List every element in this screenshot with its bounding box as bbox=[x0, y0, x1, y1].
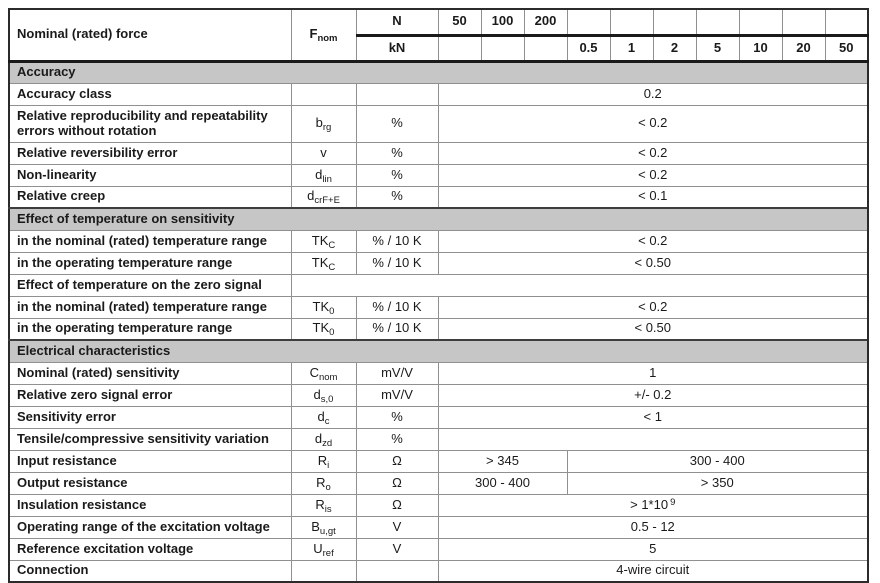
row-value-text: 0.2 bbox=[643, 85, 662, 101]
header-force-value bbox=[653, 9, 696, 35]
row-symbol bbox=[291, 296, 356, 318]
row-symbol-base: TK bbox=[312, 298, 330, 314]
row-symbol-base: R bbox=[315, 496, 325, 512]
row-value-text: 5 bbox=[649, 540, 657, 556]
row-symbol-subscript: zd bbox=[322, 437, 333, 449]
row-symbol bbox=[291, 362, 356, 384]
row-value-text: 1 bbox=[649, 364, 657, 380]
row-label: Tensile/compressive sensitivity variation bbox=[9, 428, 291, 450]
row-label: Connection bbox=[9, 560, 291, 582]
header-unit: N bbox=[356, 9, 438, 35]
row-symbol bbox=[291, 450, 356, 472]
row-value bbox=[567, 450, 868, 472]
row-unit: Ω bbox=[356, 494, 438, 516]
row-unit: % bbox=[356, 164, 438, 186]
row-symbol-subscript: rg bbox=[322, 122, 332, 134]
row-symbol-subscript: lin bbox=[322, 173, 332, 185]
header-unit: kN bbox=[356, 35, 438, 61]
row-symbol-subscript: C bbox=[328, 261, 336, 273]
spec-row bbox=[9, 472, 868, 494]
row-value-exponent: 9 bbox=[670, 496, 676, 508]
row-label: Relative reversibility error bbox=[9, 142, 291, 164]
row-value bbox=[438, 516, 868, 538]
row-label: Accuracy class bbox=[9, 83, 291, 105]
row-value-text: < 0.50 bbox=[634, 254, 671, 270]
row-symbol bbox=[291, 406, 356, 428]
row-value bbox=[438, 428, 868, 450]
row-value-text: 4-wire circuit bbox=[616, 562, 690, 578]
spec-row bbox=[9, 142, 868, 164]
row-label: in the nominal (rated) temperature range bbox=[9, 296, 291, 318]
row-symbol-subscript: 0 bbox=[329, 305, 335, 317]
row-symbol-subscript: ref bbox=[322, 547, 334, 559]
section-row bbox=[9, 340, 868, 362]
row-label: Reference excitation voltage bbox=[9, 538, 291, 560]
header-force-value: 1 bbox=[610, 35, 653, 61]
row-symbol-subscript: o bbox=[325, 481, 331, 493]
row-value bbox=[438, 142, 868, 164]
row-value bbox=[438, 472, 567, 494]
row-label: Nominal (rated) sensitivity bbox=[9, 362, 291, 384]
row-symbol-base: v bbox=[320, 144, 327, 160]
spec-row bbox=[9, 164, 868, 186]
spec-row bbox=[9, 105, 868, 142]
row-unit: % bbox=[356, 186, 438, 208]
row-symbol bbox=[291, 428, 356, 450]
row-value bbox=[567, 472, 868, 494]
row-label: Output resistance bbox=[9, 472, 291, 494]
spec-row bbox=[9, 450, 868, 472]
section-row bbox=[9, 61, 868, 83]
row-symbol bbox=[291, 164, 356, 186]
row-symbol bbox=[291, 538, 356, 560]
header-force-value: 50 bbox=[438, 9, 481, 35]
row-value-text: < 0.1 bbox=[638, 188, 668, 204]
section-header: Effect of temperature on sensitivity bbox=[9, 208, 868, 230]
row-label: Input resistance bbox=[9, 450, 291, 472]
row-value bbox=[438, 164, 868, 186]
row-symbol bbox=[291, 384, 356, 406]
row-label: Operating range of the excitation voltage bbox=[9, 516, 291, 538]
row-value-text: < 0.2 bbox=[638, 144, 668, 160]
row-value bbox=[438, 450, 567, 472]
row-unit: V bbox=[356, 538, 438, 560]
spec-row bbox=[9, 538, 868, 560]
row-unit: mV/V bbox=[356, 384, 438, 406]
row-value-text: < 1 bbox=[643, 408, 662, 424]
row-symbol-subscript: is bbox=[324, 503, 332, 515]
spec-table-body bbox=[9, 61, 868, 582]
row-unit: Ω bbox=[356, 450, 438, 472]
header-symbol-subscript: nom bbox=[317, 33, 338, 45]
row-symbol-base: TK bbox=[311, 232, 329, 248]
row-value-text: 300 - 400 bbox=[689, 452, 745, 468]
header-force-value bbox=[696, 9, 739, 35]
header-force-value bbox=[481, 35, 524, 61]
header-force-value: 2 bbox=[653, 35, 696, 61]
spec-row bbox=[9, 362, 868, 384]
row-value bbox=[438, 105, 868, 142]
header-force-value: 50 bbox=[825, 35, 868, 61]
row-value bbox=[438, 406, 868, 428]
spec-row bbox=[9, 494, 868, 516]
row-value bbox=[438, 384, 868, 406]
subsection-row bbox=[9, 274, 868, 296]
spec-row bbox=[9, 516, 868, 538]
spec-row bbox=[9, 296, 868, 318]
row-symbol-base: TK bbox=[311, 254, 329, 270]
row-label: Relative creep bbox=[9, 186, 291, 208]
header-force-value: 100 bbox=[481, 9, 524, 35]
row-symbol bbox=[291, 142, 356, 164]
row-value-text: > 345 bbox=[486, 452, 519, 468]
row-value bbox=[438, 560, 868, 582]
row-symbol bbox=[291, 186, 356, 208]
row-unit: V bbox=[356, 516, 438, 538]
row-label: Non-linearity bbox=[9, 164, 291, 186]
row-symbol-base: d bbox=[314, 430, 323, 446]
row-unit: % / 10 K bbox=[356, 230, 438, 252]
row-symbol bbox=[291, 318, 356, 340]
header-symbol-base: F bbox=[309, 26, 318, 42]
spec-row bbox=[9, 384, 868, 406]
row-value bbox=[438, 252, 868, 274]
row-value-text: < 0.2 bbox=[638, 298, 668, 314]
row-value-text: > 1*10 bbox=[630, 496, 669, 512]
header-force-value: 0.5 bbox=[567, 35, 610, 61]
row-unit: % bbox=[356, 406, 438, 428]
header-row-0 bbox=[9, 9, 868, 35]
row-symbol bbox=[291, 560, 356, 582]
row-value-text: > 350 bbox=[700, 474, 734, 490]
header-force-value bbox=[739, 9, 782, 35]
row-value bbox=[438, 494, 868, 516]
row-symbol-base: B bbox=[311, 518, 320, 534]
row-symbol-base: b bbox=[315, 115, 323, 131]
row-symbol-subscript: u,gt bbox=[319, 525, 336, 537]
row-unit bbox=[356, 560, 438, 582]
row-value-text: < 0.50 bbox=[634, 320, 671, 336]
row-value-text: 300 - 400 bbox=[475, 474, 530, 490]
header-force-value: 200 bbox=[524, 9, 567, 35]
row-symbol-subscript: C bbox=[328, 239, 336, 251]
row-symbol bbox=[291, 472, 356, 494]
header-force-value bbox=[610, 9, 653, 35]
row-unit: mV/V bbox=[356, 362, 438, 384]
row-symbol-base: U bbox=[313, 540, 323, 556]
header-force-value bbox=[438, 35, 481, 61]
row-symbol-subscript: 0 bbox=[329, 327, 335, 339]
row-symbol bbox=[291, 516, 356, 538]
spec-row bbox=[9, 560, 868, 582]
row-symbol-base: R bbox=[316, 474, 326, 490]
row-unit: % / 10 K bbox=[356, 252, 438, 274]
spec-row bbox=[9, 230, 868, 252]
row-unit bbox=[356, 83, 438, 105]
row-unit: % bbox=[356, 105, 438, 142]
row-symbol-subscript: crF+E bbox=[314, 195, 340, 207]
spec-row bbox=[9, 83, 868, 105]
row-symbol-base: C bbox=[309, 364, 319, 380]
header-symbol bbox=[291, 9, 356, 61]
row-symbol bbox=[291, 494, 356, 516]
row-symbol-base: TK bbox=[312, 320, 330, 336]
row-label: in the operating temperature range bbox=[9, 252, 291, 274]
row-unit: Ω bbox=[356, 472, 438, 494]
header-force-value: 20 bbox=[782, 35, 825, 61]
row-symbol-base: d bbox=[315, 166, 323, 182]
spec-row bbox=[9, 428, 868, 450]
row-unit: % bbox=[356, 142, 438, 164]
row-label: in the nominal (rated) temperature range bbox=[9, 230, 291, 252]
row-value bbox=[438, 362, 868, 384]
subsection-label: Effect of temperature on the zero signal bbox=[9, 274, 291, 296]
section-row bbox=[9, 208, 868, 230]
row-symbol-subscript: i bbox=[327, 459, 330, 471]
row-symbol-base: R bbox=[317, 452, 328, 468]
row-label: Relative reproducibility and repeatability errors without rotation bbox=[9, 105, 291, 142]
section-header: Accuracy bbox=[9, 61, 868, 83]
spec-row bbox=[9, 406, 868, 428]
header-label: Nominal (rated) force bbox=[9, 9, 291, 61]
row-value bbox=[438, 186, 868, 208]
row-symbol-subscript: nom bbox=[318, 371, 338, 383]
row-unit: % / 10 K bbox=[356, 296, 438, 318]
header-force-value bbox=[825, 9, 868, 35]
spec-table-head bbox=[9, 9, 868, 61]
row-symbol-subscript: c bbox=[324, 415, 330, 427]
row-value bbox=[438, 230, 868, 252]
spec-row bbox=[9, 186, 868, 208]
row-label: Relative zero signal error bbox=[9, 384, 291, 406]
row-label: in the operating temperature range bbox=[9, 318, 291, 340]
row-value bbox=[438, 83, 868, 105]
header-force-value: 5 bbox=[696, 35, 739, 61]
row-symbol-base: d bbox=[317, 408, 325, 424]
header-force-value: 10 bbox=[739, 35, 782, 61]
row-unit: % / 10 K bbox=[356, 318, 438, 340]
row-symbol bbox=[291, 252, 356, 274]
row-symbol bbox=[291, 83, 356, 105]
section-header: Electrical characteristics bbox=[9, 340, 868, 362]
row-value-text: < 0.2 bbox=[638, 166, 668, 182]
row-value-text: < 0.2 bbox=[638, 232, 668, 248]
row-value-text: < 0.2 bbox=[638, 115, 668, 131]
row-value bbox=[438, 538, 868, 560]
subsection-spacer bbox=[291, 274, 868, 296]
row-symbol bbox=[291, 105, 356, 142]
row-label: Sensitivity error bbox=[9, 406, 291, 428]
header-force-value bbox=[567, 9, 610, 35]
row-label: Insulation resistance bbox=[9, 494, 291, 516]
row-unit: % bbox=[356, 428, 438, 450]
row-value-text: +/- 0.2 bbox=[634, 386, 672, 402]
row-symbol bbox=[291, 230, 356, 252]
row-symbol-base: d bbox=[313, 386, 321, 402]
spec-row bbox=[9, 252, 868, 274]
row-value bbox=[438, 296, 868, 318]
spec-row bbox=[9, 318, 868, 340]
row-symbol-base: d bbox=[307, 188, 315, 204]
datasheet-page bbox=[8, 8, 869, 583]
spec-table bbox=[8, 8, 869, 583]
row-value bbox=[438, 318, 868, 340]
row-symbol-subscript: s,0 bbox=[320, 393, 334, 405]
row-value-text: 0.5 - 12 bbox=[630, 518, 675, 534]
header-force-value bbox=[782, 9, 825, 35]
header-force-value bbox=[524, 35, 567, 61]
